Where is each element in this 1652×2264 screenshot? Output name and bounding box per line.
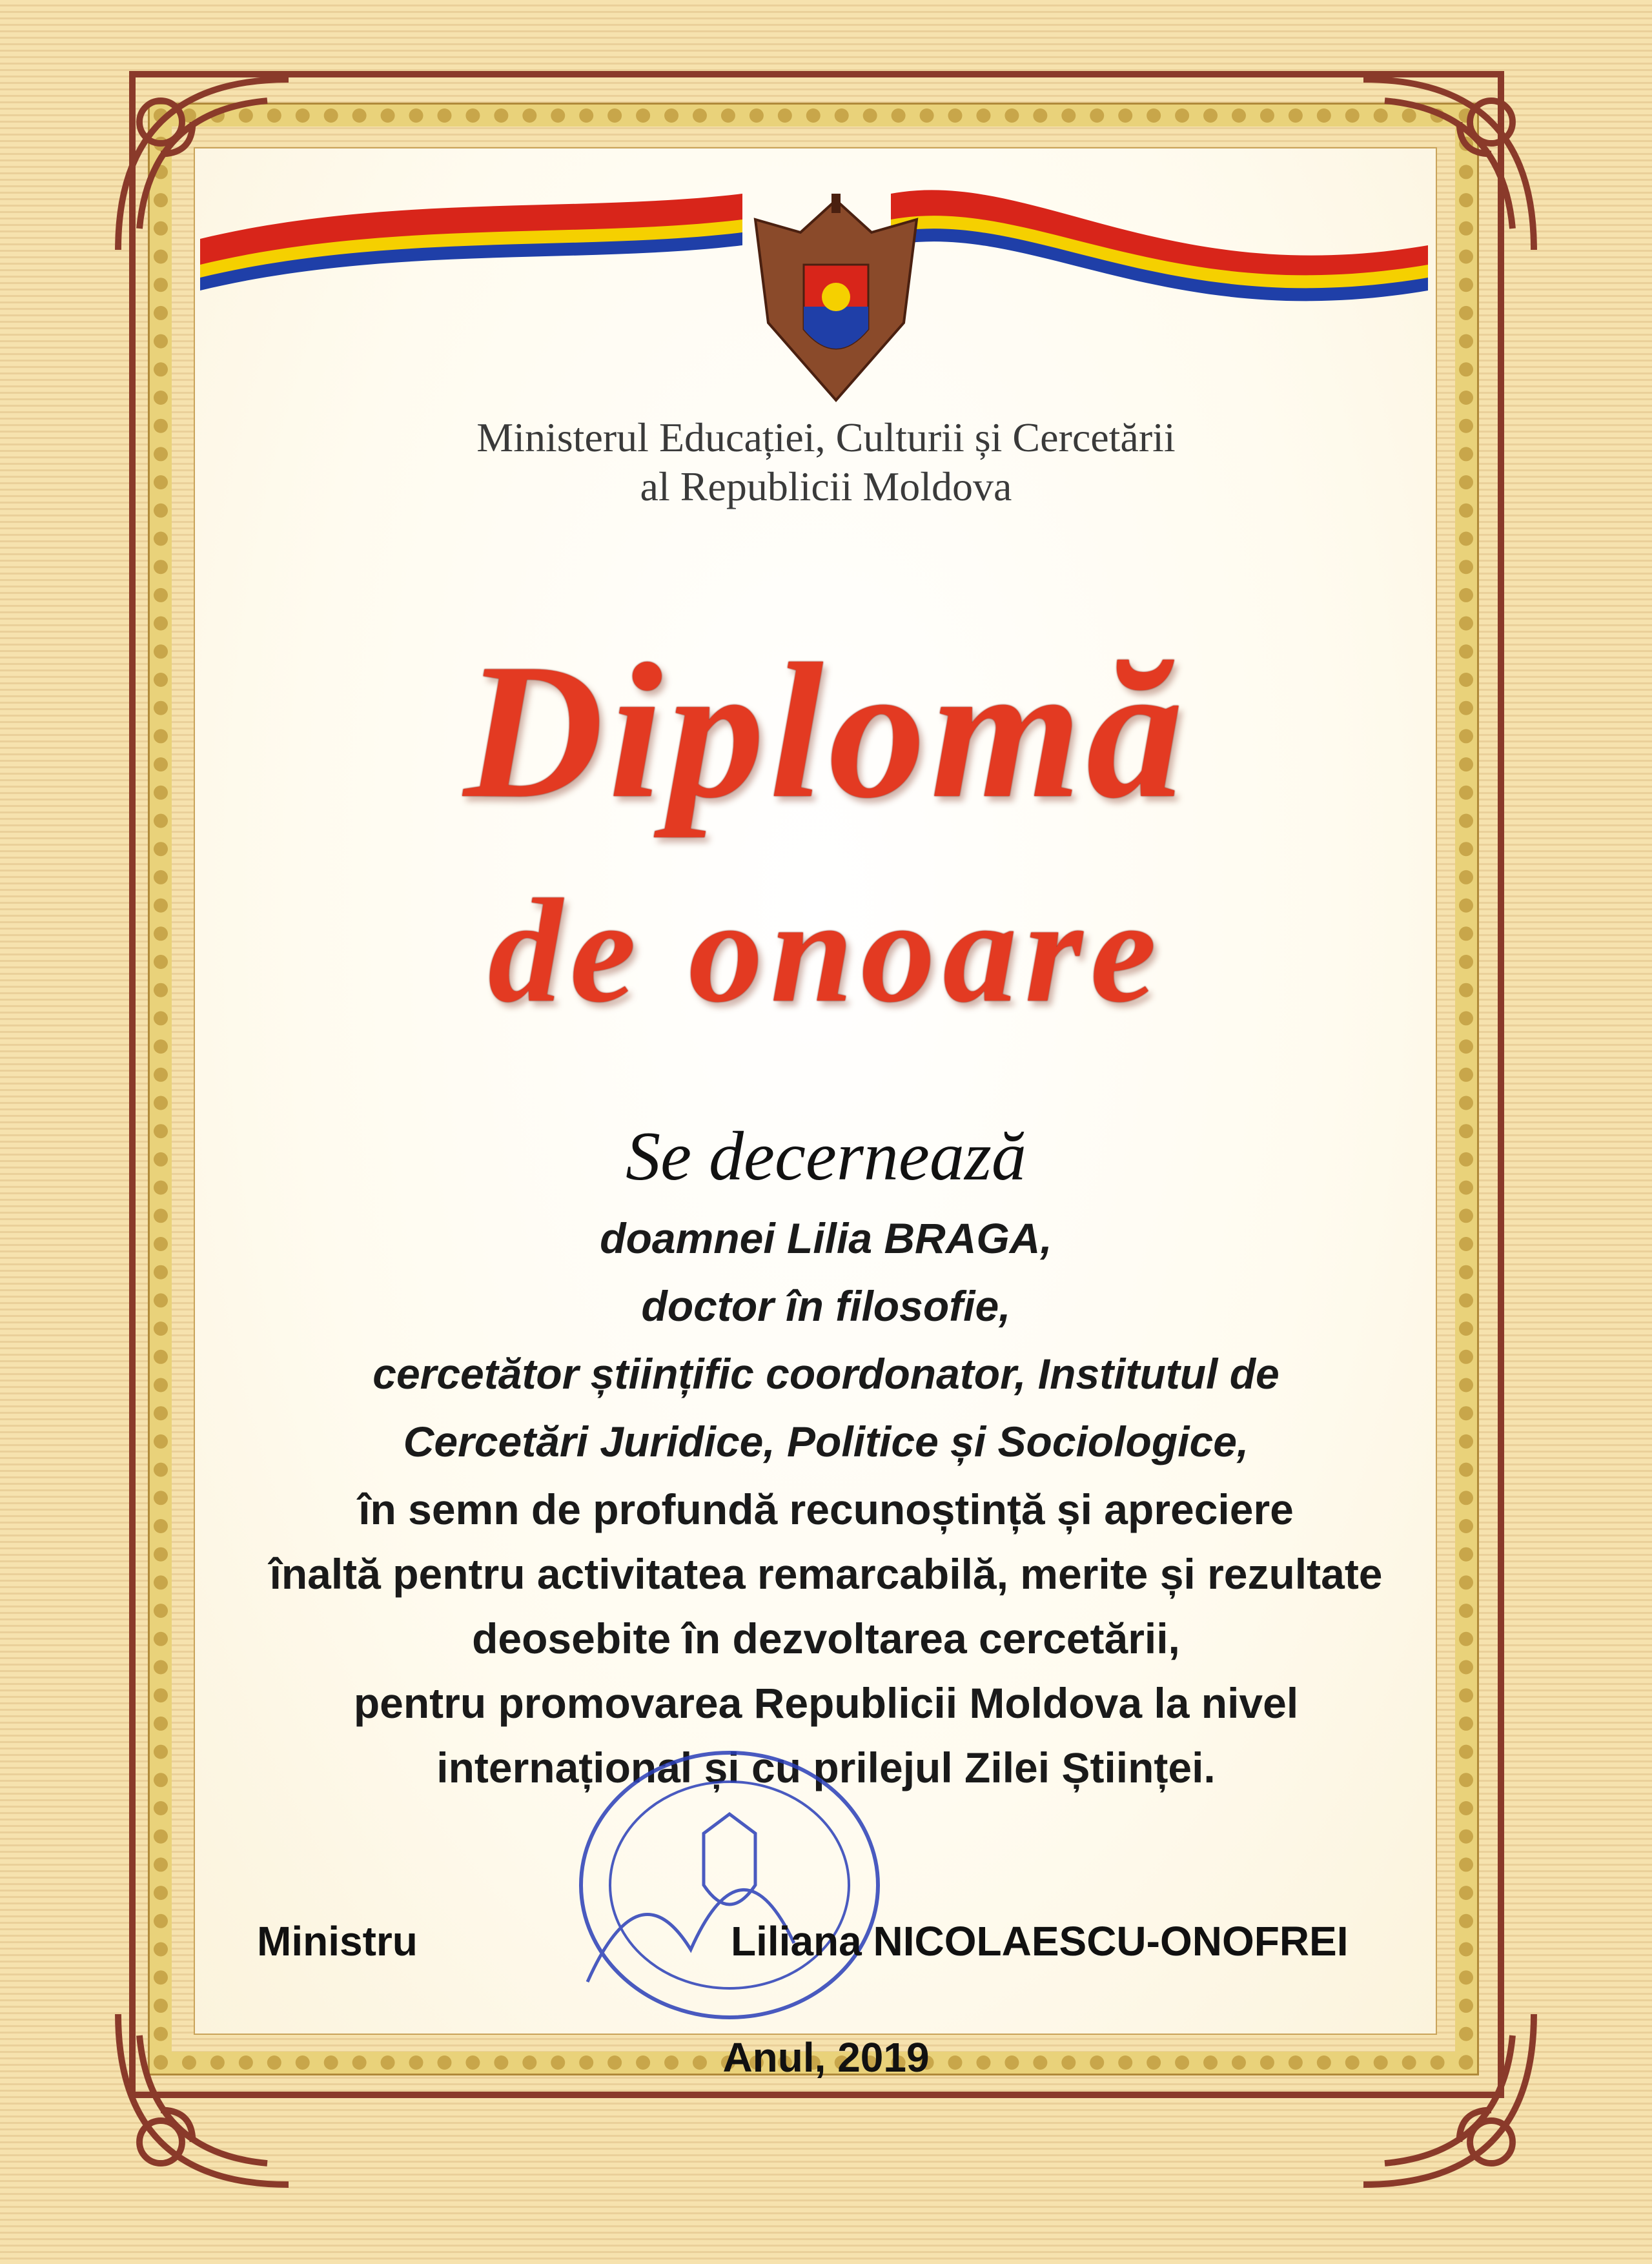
diploma-title: Diplomă bbox=[464, 624, 1188, 838]
recipient-name: doamnei Lilia BRAGA, bbox=[600, 1214, 1052, 1262]
corner-ornament-bottom-right bbox=[1342, 1993, 1555, 2206]
coat-of-arms-icon bbox=[742, 194, 930, 407]
corner-ornament-bottom-left bbox=[97, 1993, 310, 2206]
signatory-name: Liliana NICOLAESCU-ONOFREI bbox=[731, 1918, 1349, 1964]
award-intro: Se decernează bbox=[626, 1118, 1026, 1195]
signatory-title: Ministru bbox=[257, 1918, 418, 1964]
award-reason-line: internațional și cu prilejul Zilei Științei. bbox=[436, 1744, 1216, 1791]
award-reason-line: înaltă pentru activitatea remarcabilă, merite și rezultate bbox=[269, 1550, 1383, 1598]
recipient-position: cercetător științific coordonator, Institutul de bbox=[372, 1350, 1280, 1398]
ministry-line-1: Ministerul Educației, Culturii și Cercetării bbox=[476, 414, 1176, 460]
recipient-institute: Cercetări Juridice, Politice și Sociologice, bbox=[403, 1418, 1249, 1465]
award-reason-line: deosebite în dezvoltarea cercetării, bbox=[472, 1615, 1180, 1662]
recipient-degree: doctor în filosofie, bbox=[641, 1282, 1011, 1330]
award-reason-line: pentru promovarea Republicii Moldova la nivel bbox=[353, 1679, 1299, 1727]
official-seal bbox=[562, 1737, 897, 2034]
award-year: Anul, 2019 bbox=[722, 2034, 930, 2081]
ministry-header bbox=[0, 413, 1652, 511]
award-reason-line: în semn de profundă recunoștință și apreciere bbox=[358, 1485, 1294, 1533]
diploma-subtitle: de onoare bbox=[487, 868, 1165, 1033]
ministry-line-2: al Republicii Moldova bbox=[640, 464, 1012, 509]
